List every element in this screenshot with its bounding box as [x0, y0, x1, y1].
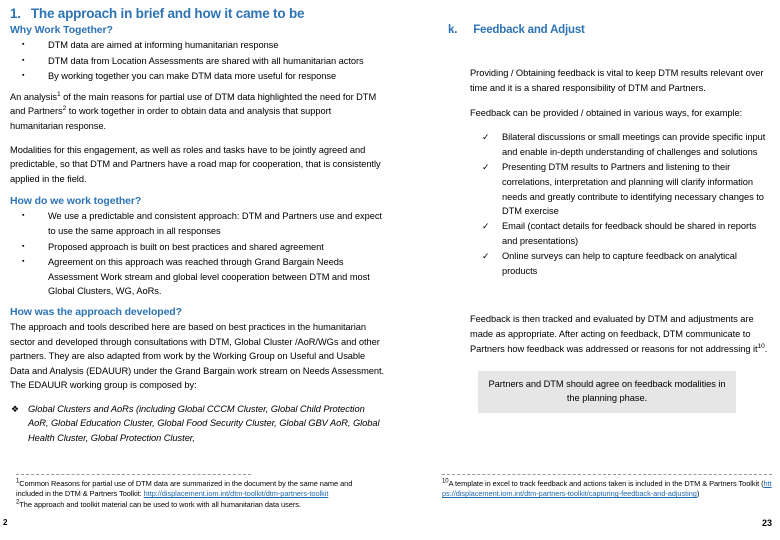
list-item: [10, 54, 385, 69]
list-item: [10, 240, 385, 255]
paragraph-analysis: [10, 90, 385, 134]
paragraph-feedback-vital: Providing / Obtaining feedback is vital to keep DTM results relevant over time and it is a shared responsibility of DTM and Partners.: [470, 68, 764, 93]
list-item: [10, 209, 385, 238]
footnote-ref-10: 10: [757, 342, 765, 350]
callout-box: Partners and DTM should agree on feedback modalities in the planning phase.: [478, 371, 736, 413]
section-heading-how-do-we-work-together: How do we work together?: [10, 195, 142, 208]
square-bullet-icon: ▪: [22, 258, 25, 266]
feedback-methods-list: [430, 130, 770, 278]
check-bullet-icon: ✓: [482, 250, 490, 261]
square-bullet-icon: ▪: [22, 56, 25, 64]
paragraph-analysis-part-c: to work together in order to obtain data and analysis that support humanitarian response.: [10, 106, 332, 131]
check-bullet-icon: ✓: [482, 221, 490, 232]
footnote-1-text: Common Reasons for partial use of DTM data are summarized in the document by the same name and included in the DTM & Partners Toolkit:: [16, 479, 353, 499]
square-bullet-icon: ▪: [22, 242, 25, 250]
left-footnotes: [16, 474, 368, 510]
paragraph-feedback-tracked-part-b: .: [764, 343, 768, 354]
section-heading-number: k.: [448, 24, 458, 36]
right-footnotes: [442, 474, 772, 500]
list-item: [10, 402, 385, 446]
list-item-label: Bilateral discussions or small meetings can provide specific input and enable in-depth understanding of challenges and solutions: [502, 132, 766, 158]
footnote-10: [442, 479, 772, 500]
section-heading-feedback-and-adjust: [430, 24, 770, 36]
footnote-10-marker: 10: [442, 478, 449, 485]
section-heading-how-was-the-approach-developed: How was the approach developed?: [10, 305, 182, 318]
section-heading-why-work-together: Why Work Together?: [10, 24, 113, 36]
square-bullet-icon: ▪: [22, 41, 25, 48]
footnote-separator: [16, 474, 251, 475]
square-bullet-icon: ▪: [22, 72, 25, 80]
footnote-separator: [442, 474, 772, 475]
list-item-label: Online surveys can help to capture feedback on analytical products: [502, 250, 737, 276]
footnote-10-text-b: ): [696, 489, 700, 499]
list-item: [430, 219, 770, 249]
page-title: [10, 6, 385, 21]
list-item-label: DTM data are aimed at informing humanitarian response: [48, 40, 279, 50]
footnote-2-text: The approach and toolkit material can be used to work with all humanitarian data users.: [19, 499, 301, 509]
list-item: [10, 69, 385, 84]
list-item-label: Global Clusters and AoRs (including Global CCCM Cluster, Global Child Protection AoR, Global Education Cluster, Global Food Security Cluster, Global GBV AoR, Global Health Cluster, Global Protection Cluster,: [28, 403, 380, 444]
check-bullet-icon: ✓: [482, 132, 490, 143]
list-item: [430, 160, 770, 219]
list-item-label: Email (contact details for feedback should be shared in reports and presentations): [502, 221, 757, 246]
paragraph-feedback-tracked: [430, 312, 770, 356]
list-item-label: DTM data from Location Assessments are shared with all humanitarian actors: [48, 55, 364, 66]
page-title-number: 1.: [10, 6, 21, 21]
list-item-label: Presenting DTM results to Partners and listening to their correlations, interpretation and planning will clarify information needs and greatly contribute to identifying necessary changes to DTM exercise: [502, 161, 764, 217]
paragraph-feedback-tracked-part-a: Feedback is then tracked and evaluated by DTM and adjustments are made as appropriate. After acting on feedback, DTM communicate to Partners how feedback was addressed or reasons for not addressing it: [470, 314, 758, 354]
footnote-2: [16, 500, 368, 510]
list-item: [10, 255, 385, 299]
paragraph-feedback-ways: Feedback can be provided / obtained in various ways, for example:: [470, 107, 743, 118]
right-column: [430, 24, 770, 413]
why-work-together-list: [10, 38, 385, 84]
page-number-left: 2: [3, 518, 8, 527]
footnote-2-marker: 2: [16, 499, 20, 506]
footnote-ref-1: 1: [57, 90, 61, 98]
footnote-ref-2: 2: [62, 105, 67, 113]
section-heading-text: Feedback and Adjust: [473, 24, 585, 36]
edauur-composition-list: [10, 402, 385, 446]
list-item-label: Agreement on this approach was reached through Grand Bargain Needs Assessment Work stream and global level cooperation between DTM and most Global Clusters, WG, AoRs.: [48, 257, 370, 297]
page-number-right: 23: [761, 518, 772, 528]
paragraph-analysis-part-b: of the main reasons for partial use of DTM data highlighted the need for DTM and Partners: [10, 91, 377, 117]
how-do-we-work-together-list: [10, 209, 385, 299]
footnote-1-marker: 1: [16, 478, 20, 485]
footnote-1-link[interactable]: http://displacement.iom.int/dtm-toolkit/dtm-partners-toolkit: [143, 489, 329, 499]
square-bullet-icon: ▪: [22, 212, 25, 220]
list-item-label: We use a predictable and consistent approach: DTM and Partners use and expect to use the same approach in all responses: [48, 211, 382, 236]
diamond-bullet-icon: ❖: [11, 403, 20, 414]
paragraph-analysis-part-a: An analysis: [10, 91, 57, 102]
footnote-1: [16, 479, 368, 500]
footnote-10-link[interactable]: https://displacement.iom.int/dtm-partners-toolkit/capturing-feedback-and-adjusting: [442, 479, 772, 499]
list-item: [10, 38, 385, 53]
list-item-label: By working together you can make DTM data more useful for response: [48, 71, 337, 82]
check-bullet-icon: ✓: [482, 161, 490, 172]
footnote-10-text-a: A template in excel to track feedback and actions taken is included in the DTM & Partners Toolkit (: [448, 479, 764, 488]
left-column: [10, 6, 385, 446]
paragraph-modalities: Modalities for this engagement, as well as roles and tasks have to be jointly agreed and predictable, so that DTM and Partners have a road map for cooperation, that is consistently applied in the field.: [10, 144, 381, 184]
list-item: [430, 249, 770, 279]
list-item: [430, 130, 770, 160]
page-title-text: The approach in brief and how it came to be: [30, 6, 305, 21]
paragraph-approach-developed: The approach and tools described here are based on best practices in the humanitarian sector and developed through consultations with DTM, Global Cluster /AoR/WGs and other partners. They are also adapted from work by the Working Group on Useful and Usable Data and Analysis (EDAUUR) under the Grand Bargain work stream on Needs Assessment. The EDAUUR working group is composed by:: [10, 321, 385, 391]
list-item-label: Proposed approach is built on best practices and shared agreement: [48, 241, 324, 252]
